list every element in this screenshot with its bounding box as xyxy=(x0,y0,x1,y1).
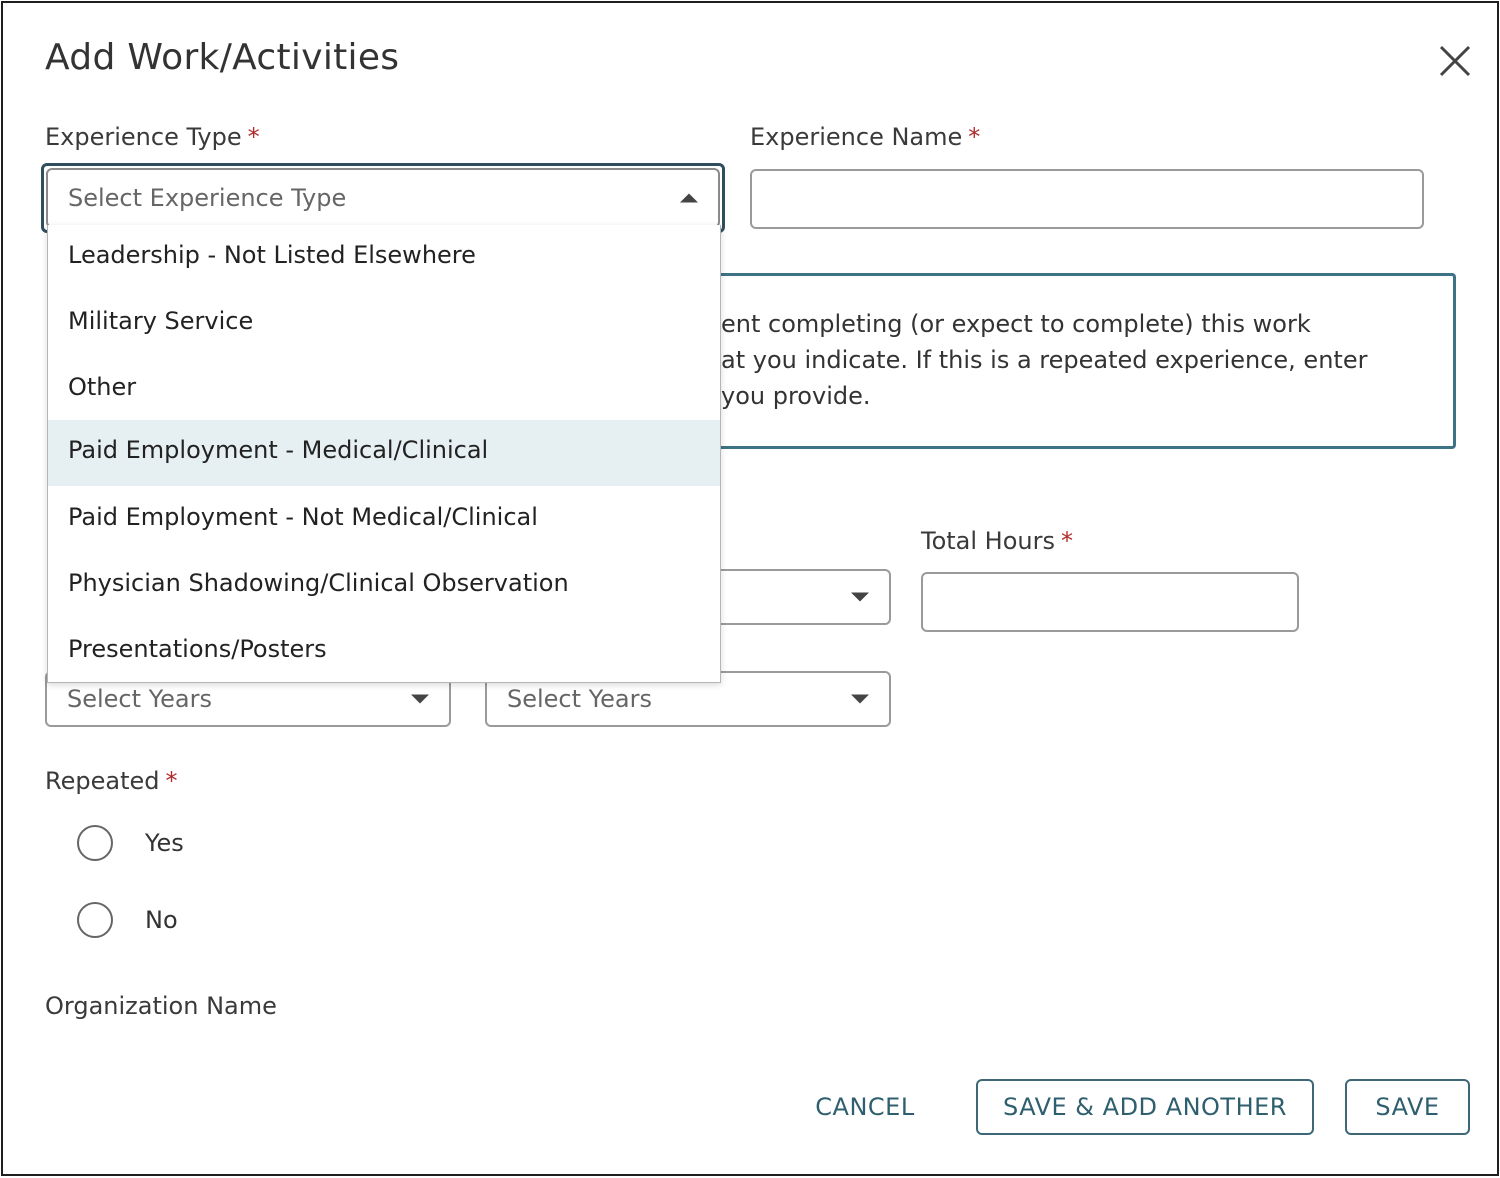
repeated-label: Repeated * xyxy=(45,767,178,795)
info-box xyxy=(663,273,1456,449)
info-line-3: you provide. xyxy=(721,382,871,410)
experience-type-placeholder: Select Experience Type xyxy=(68,184,347,212)
dropdown-option-highlighted[interactable]: Paid Employment - Medical/Clinical xyxy=(48,420,720,486)
info-line-2: at you indicate. If this is a repeated experience, enter xyxy=(721,346,1368,374)
dropdown-option[interactable]: Physician Shadowing/Clinical Observation xyxy=(68,569,569,597)
experience-name-input[interactable] xyxy=(750,169,1424,229)
save-and-add-another-button[interactable]: SAVE & ADD ANOTHER xyxy=(976,1079,1314,1135)
total-hours-label: Total Hours * xyxy=(921,527,1073,555)
close-icon[interactable] xyxy=(1435,41,1475,81)
experience-type-label: Experience Type * xyxy=(45,123,260,151)
dropdown-option[interactable]: Leadership - Not Listed Elsewhere xyxy=(68,241,476,269)
dialog-title: Add Work/Activities xyxy=(45,37,400,78)
save-button[interactable]: SAVE xyxy=(1345,1079,1470,1135)
repeated-yes-radio[interactable] xyxy=(77,825,113,861)
chevron-down-icon xyxy=(851,695,869,704)
chevron-down-icon xyxy=(411,695,429,704)
chevron-up-icon xyxy=(680,194,698,203)
required-marker: * xyxy=(1061,527,1073,555)
add-work-dialog xyxy=(1,1,1499,1176)
info-line-1: ent completing (or expect to complete) this work xyxy=(721,310,1311,338)
chevron-down-icon xyxy=(851,593,869,602)
experience-type-select[interactable] xyxy=(46,168,720,228)
repeated-no-label: No xyxy=(145,906,178,934)
experience-type-dropdown xyxy=(47,225,721,683)
required-marker: * xyxy=(165,767,178,795)
dropdown-option[interactable]: Other xyxy=(68,373,137,401)
organization-name-label: Organization Name xyxy=(45,992,277,1020)
dropdown-option[interactable]: Presentations/Posters xyxy=(68,635,327,663)
dropdown-option[interactable]: Paid Employment - Not Medical/Clinical xyxy=(68,503,538,531)
experience-name-label: Experience Name * xyxy=(750,123,981,151)
required-marker: * xyxy=(968,123,981,151)
total-hours-input[interactable] xyxy=(921,572,1299,632)
repeated-no-radio[interactable] xyxy=(77,902,113,938)
required-marker: * xyxy=(247,123,260,151)
years-start-placeholder: Select Years xyxy=(67,685,212,713)
years-end-placeholder: Select Years xyxy=(507,685,652,713)
cancel-button[interactable]: CANCEL xyxy=(815,1093,915,1121)
repeated-yes-label: Yes xyxy=(145,829,184,857)
dropdown-option[interactable]: Military Service xyxy=(68,307,254,335)
